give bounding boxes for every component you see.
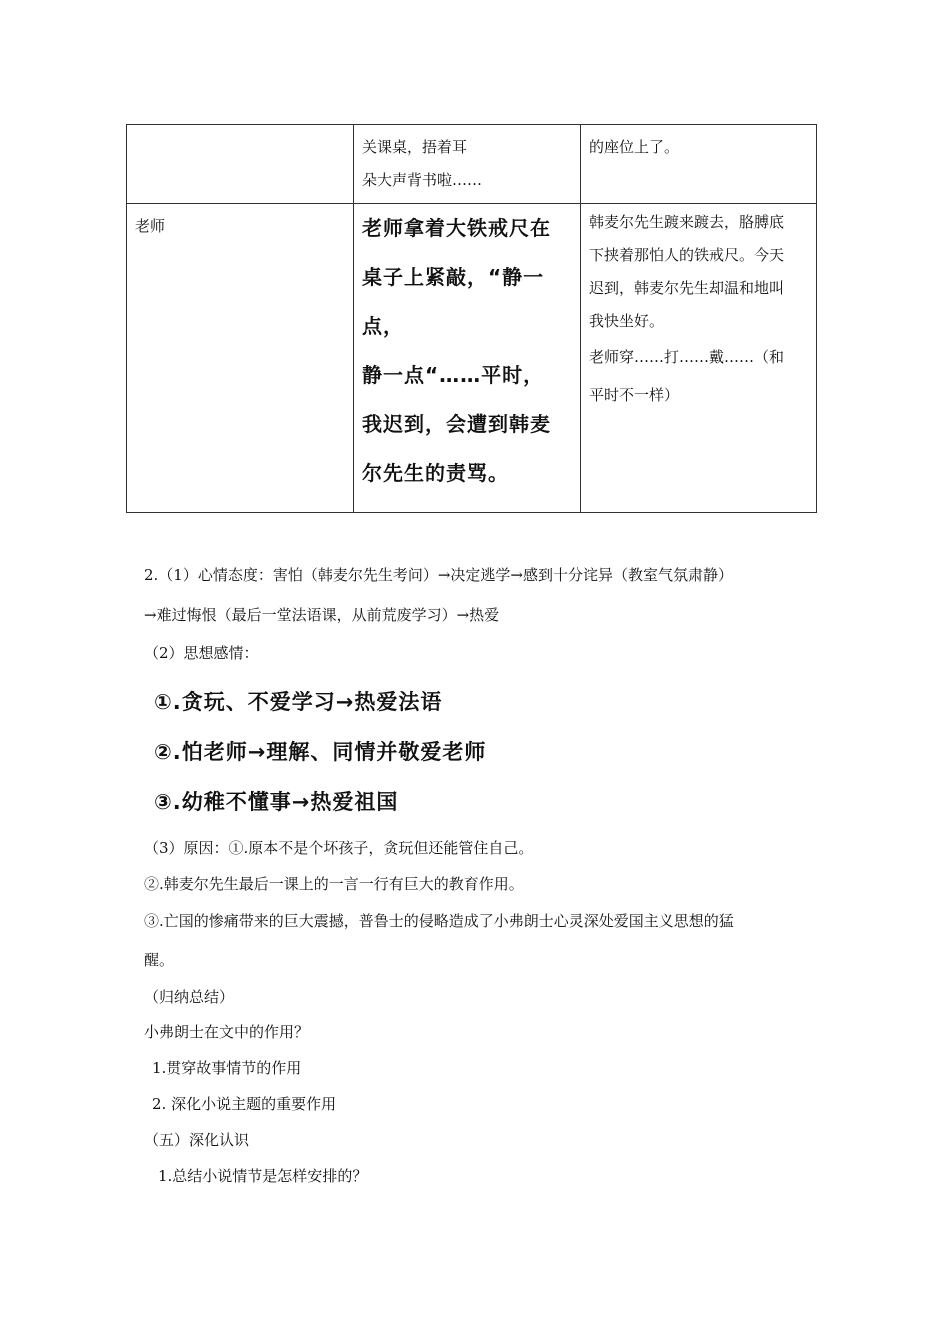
cell-text: 老师穿……打……戴……（和: [589, 348, 785, 366]
table-cell: [354, 204, 581, 513]
cell-text: 平时不一样）: [589, 386, 680, 404]
bold-list-item: ①.贪玩、不爱学习→热爱法语: [154, 690, 443, 714]
handwritten-line: 老师拿着大铁戒尺在: [362, 216, 551, 240]
bold-list-item: ③.幼稚不懂事→热爱祖国: [154, 790, 399, 814]
paragraph: 小弗朗士在文中的作用？: [144, 1023, 310, 1041]
paragraph: 醒。: [144, 951, 175, 969]
table-cell: [354, 125, 581, 204]
handwritten-line: 桌子上紧敲，“静一: [362, 265, 545, 289]
paragraph: （3）原因：①.原本不是个坏孩子，贪玩但还能管住自己。: [144, 839, 534, 857]
bold-list-item: ②.怕老师→理解、同情并敬爱老师: [154, 740, 487, 764]
paragraph: 1.总结小说情节是怎样安排的？: [158, 1167, 368, 1185]
cell-text: 关课桌，捂着耳: [362, 138, 468, 156]
table-row: [127, 125, 817, 204]
cell-text: 朵大声背书啦……: [362, 171, 483, 189]
cell-text: 下挟着那怕人的铁戒尺。今天: [589, 246, 785, 264]
table-cell: [581, 204, 817, 513]
handwritten-line: 静一点“……平时，: [362, 363, 545, 387]
cell-text: 韩麦尔先生踱来踱去，胳膊底: [589, 213, 785, 231]
paragraph: 2. 深化小说主题的重要作用: [152, 1095, 337, 1113]
cell-text: 我快坐好。: [589, 312, 665, 330]
paragraph: （归纳总结）: [144, 988, 235, 1006]
handwritten-line: 点，: [362, 314, 404, 338]
table-cell: 的座位上了。: [581, 125, 817, 204]
table-cell: [127, 125, 354, 204]
table-cell: 老师: [127, 204, 354, 513]
paragraph: 2.（1）心情态度：害怕（韩麦尔先生考问）→决定逃学→感到十分诧异（教室气氛肃静）: [144, 566, 733, 584]
cell-text: 迟到，韩麦尔先生却温和地叫: [589, 279, 785, 297]
handwritten-line: 我迟到，会遭到韩麦: [362, 412, 551, 436]
paragraph: →难过悔恨（最后一堂法语课，从前荒废学习）→热爱: [144, 606, 500, 624]
paragraph: ②.韩麦尔先生最后一课上的一言一行有巨大的教育作用。: [144, 875, 524, 893]
paragraph: ③.亡国的惨痛带来的巨大震撼，普鲁士的侵略造成了小弗朗士心灵深处爱国主义思想的猛: [144, 912, 734, 930]
handwritten-line: 尔先生的责骂。: [362, 461, 509, 485]
table-row: [127, 204, 817, 513]
paragraph: （2）思想感情：: [144, 644, 259, 662]
comparison-table: [126, 124, 817, 513]
paragraph: （五）深化认识: [144, 1131, 250, 1149]
paragraph: 1.贯穿故事情节的作用: [152, 1059, 302, 1077]
